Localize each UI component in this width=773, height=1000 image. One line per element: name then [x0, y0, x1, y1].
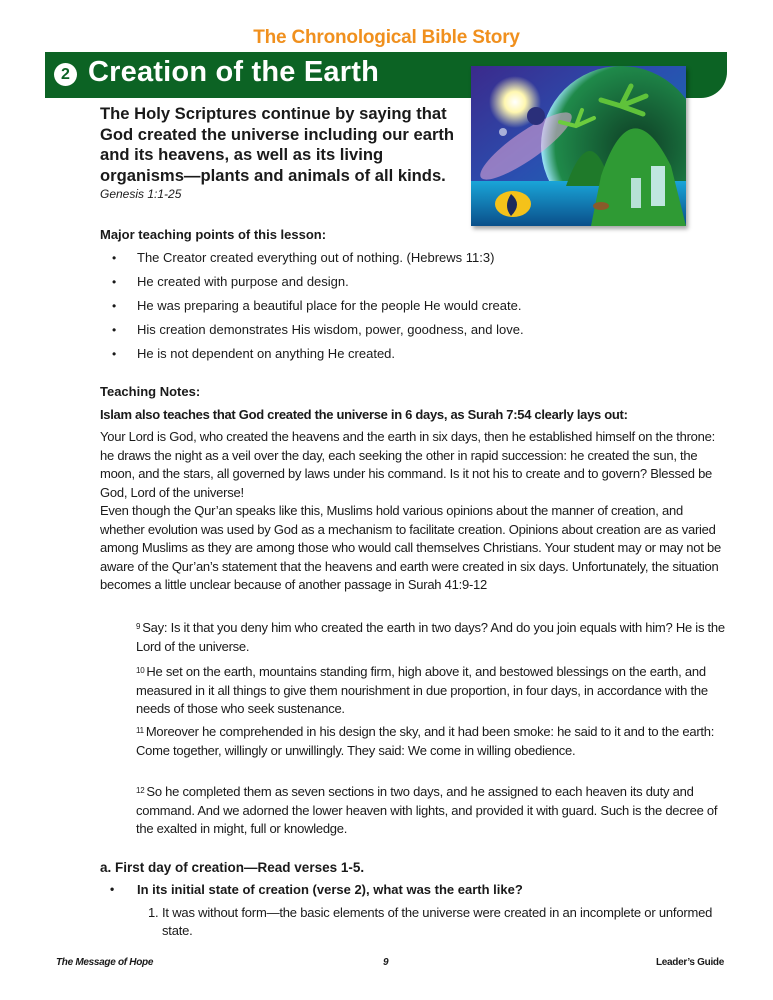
creation-illustration	[471, 66, 686, 226]
verse-text: Moreover he comprehended in his design the sky, and it had been smoke: he said to it and to the earth: Come together, willingly or unwillingly. They said: We come in willing obedience.	[136, 724, 715, 758]
verse-11	[136, 723, 730, 760]
teaching-points-heading: Major teaching points of this lesson:	[100, 227, 327, 242]
verse-12	[136, 783, 730, 839]
question-text: In its initial state of creation (verse 2), what was the earth like?	[137, 882, 523, 897]
notes-paragraph: Even though the Qur’an speaks like this, Muslims hold various opinions about the manner of creation, and whether evolution was used by God as a mechanism to facilitate creation. Opinions about creation are as varied among Muslims as they are among those who would call themselves Christians. Your student may or may not be aware of the Qur’an’s statement that the heavens and earth were created in six days. Unfortunately, the situation becomes a little unclear because of another passage in Surah 41:9-12	[100, 503, 721, 592]
scripture-reference: Genesis 1:1-25	[100, 187, 182, 201]
teaching-point: • His creation demonstrates His wisdom, power, goodness, and love.	[100, 318, 660, 342]
teaching-point: • The Creator created everything out of nothing. (Hebrews 11:3)	[100, 246, 660, 270]
answer-number: 1.	[148, 905, 159, 920]
intro-text: The Holy Scriptures continue by saying that God created the universe including our earth and its heavens, as well as its living organisms—plants and animals of all kinds.	[100, 104, 455, 185]
verse-number: 11	[136, 726, 144, 735]
teaching-points-list	[100, 246, 660, 366]
verse-number: 10	[136, 666, 145, 675]
footer-page-number: 9	[383, 957, 389, 968]
verse-number: 9	[136, 622, 141, 631]
lesson-title: Creation of the Earth	[88, 56, 379, 88]
verse-number: 12	[136, 786, 145, 795]
verse-9	[136, 619, 730, 656]
bullet-icon: •	[110, 882, 115, 896]
footer-book-title: The Message of Hope	[56, 957, 154, 968]
section-a-answer	[148, 904, 728, 940]
answer-text: It was without form—the basic elements of the universe were created in an incomplete or unformed state.	[162, 905, 713, 938]
teaching-point: • He is not dependent on anything He created.	[100, 342, 660, 366]
lesson-intro	[100, 104, 460, 202]
creation-illustration-icon	[471, 66, 686, 226]
verse-text: He set on the earth, mountains standing firm, high above it, and bestowed blessings on the earth, and measured in it all things to give them nourishment in due proportion, in four days, in accordance with the needs of those who seek sustenance.	[136, 664, 708, 716]
teaching-notes-heading: Teaching Notes:	[100, 384, 201, 399]
teaching-point: • He was preparing a beautiful place for the people He would create.	[100, 294, 660, 318]
series-title: The Chronological Bible Story	[253, 27, 520, 48]
verse-10	[136, 663, 730, 719]
section-a-heading: a. First day of creation—Read verses 1-5.	[100, 860, 365, 875]
teaching-notes-subheading: Islam also teaches that God created the universe in 6 days, as Surah 7:54 clearly lays out:	[100, 407, 628, 422]
lesson-number-badge: 2	[54, 63, 77, 86]
verse-text: Say: Is it that you deny him who created the earth in two days? And do you join equals with him? He is the Lord of the universe.	[136, 620, 725, 654]
teaching-point: • He created with purpose and design.	[100, 270, 660, 294]
verse-text: So he completed them as seven sections in two days, and he assigned to each heaven its duty and command. And we adorned the lower heaven with lights, and provided it with guard. Such is the decree of the exalted in might, full or knowledge.	[136, 784, 718, 836]
surah-quote: Your Lord is God, who created the heavens and the earth in six days, then he established himself on the throne: he draws the night as a veil over the day, each seeking the other in rapid succession: he created the sun, the moon, and the stars, all governed by laws under his command. Is it not his to create and to govern? Blessed be God, Lord of the universe!	[100, 429, 715, 500]
footer-guide-label: Leader’s Guide	[655, 957, 724, 968]
